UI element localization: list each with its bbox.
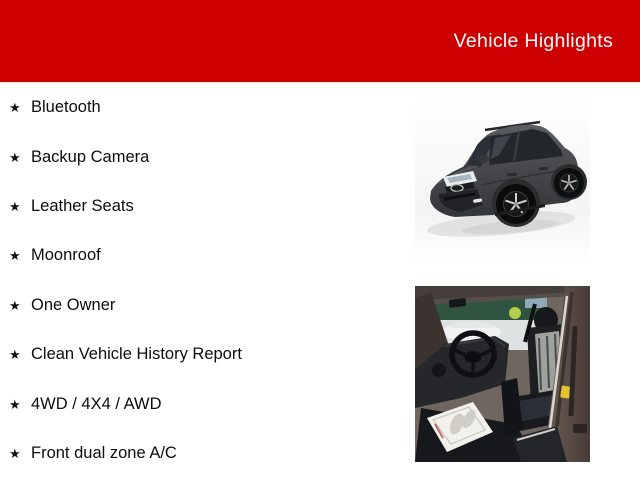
page-title: Vehicle Highlights	[453, 29, 613, 52]
list-item	[9, 330, 404, 379]
feature-label: Moonroof	[31, 246, 101, 265]
list-item	[9, 182, 404, 231]
list-item	[9, 132, 404, 181]
feature-label: Front dual zone A/C	[31, 443, 177, 462]
star-icon: ★	[9, 445, 21, 461]
side-mirror	[477, 155, 489, 163]
door-sticker	[560, 386, 571, 399]
front-wheel	[496, 184, 536, 224]
vehicle-exterior-photo	[415, 93, 590, 266]
feature-list	[9, 83, 404, 478]
feature-label: Bluetooth	[31, 98, 101, 117]
star-icon: ★	[9, 198, 21, 214]
feature-label: Backup Camera	[31, 147, 150, 166]
suv-exterior-illustration	[415, 93, 590, 266]
feature-label: One Owner	[31, 295, 116, 314]
list-item	[9, 379, 404, 428]
list-item	[9, 281, 404, 330]
star-icon: ★	[9, 149, 21, 165]
feature-label: Leather Seats	[31, 196, 134, 215]
header-banner	[0, 0, 640, 82]
feature-label: Clean Vehicle History Report	[31, 345, 242, 364]
list-item	[9, 231, 404, 280]
star-icon: ★	[9, 396, 21, 412]
vehicle-interior-photo	[415, 286, 590, 462]
feature-label: 4WD / 4X4 / AWD	[31, 394, 162, 413]
suv-interior-illustration	[415, 286, 590, 462]
list-item	[9, 429, 404, 478]
rear-wheel	[554, 168, 584, 198]
star-icon: ★	[9, 297, 21, 313]
star-icon: ★	[9, 347, 21, 363]
list-item	[9, 83, 404, 132]
star-icon: ★	[9, 248, 21, 264]
star-icon: ★	[9, 100, 21, 116]
